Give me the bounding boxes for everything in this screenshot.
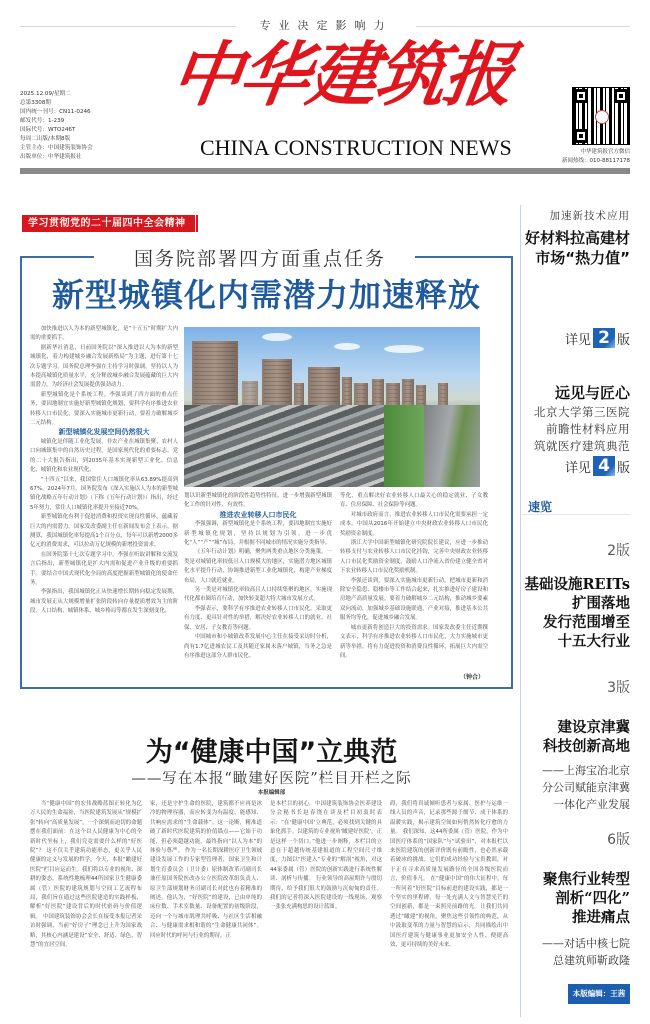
lead-kicker: 国务院部署四方面重点任务 <box>133 248 386 270</box>
meta-date: 2025.12.09/星期二 <box>20 91 71 97</box>
teaser2-title[interactable]: 远见与匠心 <box>554 384 630 402</box>
lead-column-3: 等化，重点解决好农业转移人口最关心的稳定就业、子女教育、住房保障、社会保险等问题。 对城市政府而言，推进农业转移人口市民化需要承担一定成本。中国从2016年开始建立中央财政农业转移人口市民化奖励资金制度。 浙江大学中国新型城镇化研究院院长建议，应进一步推动转移支付与农业转移人口市民化挂钩，完善中央财政农业转移人口市民化奖励资金制度，鼓励人口净流入省份建立健全省对下农业转移人口市民化奖励机制。 李强还谈到，要深入实施城市更新行动，把城市更新和消除安全隐患、稳楼市等工作结合起来，扎实推进好房子建设和房地产高质量发展。要着力破解城乡二元结构，推动城乡要素双向流动，加强城乡基础设施联通，产业对接，推进基本公共服务均等化，促进城乡融合发展。 城市更新将创造巨大的投资需求。国家发改委主任近期撰文表示，科学有序推进农业转移人口市民化，大力实施城市更新等举措，将有力促进投资和消费良性循环，拓展巨大内需空间。 <box>340 493 488 659</box>
quicklook-3-page: 6版 <box>607 832 630 848</box>
slogan: 专业决定影响力 <box>236 17 416 33</box>
lead-signoff: （钟合） <box>460 674 485 681</box>
meta-issue-number: 总第3308期 <box>20 100 52 106</box>
teaser1-see-page[interactable]: 详见 2 版 <box>564 328 630 348</box>
lead-photo-urban-skyline <box>184 327 480 487</box>
masthead-divider <box>20 168 630 174</box>
logo-calligraphy: 中华建筑报 <box>166 33 518 116</box>
page-number-badge: 2 <box>593 328 615 348</box>
issue-meta <box>20 90 93 162</box>
logo-english: CHINA CONSTRUCTION NEWS <box>200 135 512 160</box>
feature-column-1: 当“健康中国”的宏伟战略蓝图正转化为亿万人民的生命福祉，当医院建筑发展从“规模扩张”转向“高质量发展”，一个深刻而迫切的命题摆在我们面前：在这个以人民健康为中心的全新时代坐标上，我们究竟需要什么样的“好医院”？ 这不仅关乎建筑功能形态，更关乎人民健康的定义与发展的哲学。今天，本报“瞰建好医院”栏目应运而生。我们将以专业的视角、深耕的姿态，系统性地梳理44所国家卫生健康委属（管）医院的建筑规划与空间工艺流程布局，我们旨在通过这些医院建造的实践样板，解析“好医院”建设背后的时代密码与价值逻辑。 中国建筑装饰协会会长在接受本报记者采访时强调，当前“好房子”理念已上升为国家战略，其核心内涵是建设“安全、舒适、绿色、智慧”的宜居空间。 <box>30 801 142 949</box>
teaser2-see-page[interactable]: 详见 4 版 <box>564 456 630 476</box>
qr-caption: 中华建筑报官方微信 新闻热线：010-88117178 <box>545 148 630 166</box>
quicklook-3-deck: ——对话中核七院 总建筑师靳政隆 <box>542 937 630 967</box>
meta-publisher: 出版单位：中华建筑报社 <box>20 154 82 160</box>
page-editor-badge: 本版编辑：王茜 <box>568 984 630 1004</box>
quicklook-1-headline[interactable]: 基础设施REITs 扩围落地 发行范围增至 十五大行业 <box>524 576 630 650</box>
sidebar-divider <box>520 205 521 1017</box>
quicklook-1-page: 2版 <box>607 543 630 559</box>
teaser2-subtitle: 北京大学第三医院 前瞻性材料应用 筑就医疗建筑典范 <box>534 405 630 453</box>
feature-headline[interactable]: 为“健康中国”立典范 <box>145 737 398 768</box>
meta-postal-code: 邮发代号：1-239 <box>20 118 65 124</box>
qr-code-icon[interactable] <box>572 87 630 145</box>
feature-byline: 本报编辑部 <box>257 790 286 796</box>
news-hotline: 新闻热线：010-88117178 <box>562 158 630 164</box>
section-tag: 学习贯彻党的二十届四中全会精神 <box>22 215 195 232</box>
quicklook-2-deck: ——上海宝冶北京 分公司赋能京津冀 一体化产业发展 <box>542 764 630 811</box>
feature-deck: ——写在本报“瞰建好医院”栏目开栏之际 <box>131 771 412 787</box>
feature-column-4: 碍，我们将真诚倾听患者与家属、医护与运维一线人员的声音，记录那些源于细节、成于体系的温暖实践，揭示建筑空间如何悄然转化疗愈的力量。 我们深知，这44所委属（管）医院，作为中国医疗体系的“国家队”与“试验田”，对本报栏以来医院建筑的创新评价既有前瞻性，也必然承载着破冰的挑战。它们的成功经验与宝贵教训，对于正在寻求高质量发展路径的全国各级医院而言，价值非凡。 在“健康中国”的伟大征程中，每一所问着“好医院”目标前进的建设实践，都是一个坚实的里程碑。每一处充满人文与智慧光芒的空间创新，都是一束照亮前路的光。让我们共同透过“瞰建”的视角，聚焦这些引领性的典范，从中汲取变革的力量与智慧的启示，共同描绘出中国医疗建筑与健康事业更加安全人性、便捷高效、更可持续的美好未来。 <box>390 801 508 949</box>
feature-column-3: 是本栏目的初心。中国建筑装饰协会医养建设分会秘书长赵春饶在谈及栏目初衷时表示：“在‘健康中国’立典范，必须找到关键的具象化抓手。以建筑的专业视角‘瞰建好医院’，正是这样一个切口。”他进一步阐释，本栏目的立意在于超越传统基建报道的工程空间尺寸维度，力图以“医建入”专业的“解剖”视角，对这44家委属（管）医院的创新实践进行系统性解读、剖析与传播。 行业领导的高屋期许与殷切期待，给予我们很大的鼓励与沉甸甸的责任。我们的记者将深入医院建设的一线现场，观察一张张充满构思的设计蓝图。 <box>270 801 382 911</box>
quicklook-2-page: 3版 <box>607 680 630 696</box>
lead-column-1: 加快推进以人为本的新型城镇化，是“十五五”时期扩大内需的重要抓手。 据新华社消息，日前国务院以“深入推进以人为本的新型城镇化，着力构建城乡融合发展新格局”为主题，进行第十七次专题学习。国务院总理李强在主持学习时强调，坚持以人为本提高城镇化质量水平，充分释放城乡融合发展蕴藏的巨大内需潜力，为经济社会发展提供强劲动力。 新型城镇化是个系统工程。李强谈到了四方面的重点任务，要因地制宜实施好新型城镇化规划，要科学有序推进农业转移人口市民化，要深入实施城市更新行动，要着力破解城乡二元结构。 新型城镇化发展空间仍然很大 城镇化是伴随工业化发展，非农产业在城镇集聚、农村人口向城镇集中的自然历史过程，是国家现代化的重要标志。党的二十大报告指出，到2035年基本实现新型工业化、信息化、城镇化和农业现代化。 “十四五”以来，我国常住人口城镇化率从63.89%提高到67%。2024年7月，国务院发布《深入实施以人为本的新型城镇化战略五年行动计划》（下称《五年行动计划》）指出，经过5年努力，常住人口城镇化率提升至接近70%。 新型城镇化有利于促进消费和投资实现良性循环，蕴藏着巨大的内需潜力。国家发改委副主任在新闻发布会上表示，据测算，我国城镇化率每提高1个百分点，每年可以新增2000多亿元的消费需求，可以拉动万亿规模的新增投资需求。 在国务院第十七次专题学习中，李强在听取讲解和交流发言后指出，新型城镇化是扩大内需和促进产业升级的重要抓手。要结合中国式现代化全局的高度把握新型城镇化的使命任务。 李强指出，我国城镇化正从快速增长期转向稳定发展期，城市发展正从大规模增量扩张阶段转向存量提质增效为主的阶段，人口结构、城镇体系、城乡格局等都在发生深刻变化。 <box>30 326 178 615</box>
newspaper-logo[interactable] <box>166 32 518 117</box>
teaser1-kicker: 加速新技术应用 <box>549 210 630 222</box>
lead-column-2: 划以识新型城镇化的阶段性趋势性特征，进一步增强新型城镇化工作的针对性、有效性。 推进农业转移人口市民化 李强强调，新型城镇化是个系统工程，要因地制宜实施好新型城镇化规划，坚持以规划为引领，进一步优化“人”“产”“城”布局，并根据不同城市的情况实施分类指导。 《五年行动计划》明确，聚焦两类重点地区分类施策。一类是对城镇化率较低且人口规模大的地区，实施潜力地区城镇化水平提升行动，协调推进新型工业化城镇化，构建产业梯度布局，人口就近就业。 另一类是对城镇化率较高且人口持续集聚的地区，实施现代化都市圈培育行动，加快转变超大特大城市发展方式。 李强表示，要科学有序推进农业转移人口市民化，采取更有力度、更具针对性的举措，解决好农业转移人口的就业、社保、安居、子女教育等问题。 中国城市和小城镇改革发展中心主任在接受采访时分析，尚有1.7亿进城农民工及其随迁家属未落户城镇，当务之急是有序推进这部分人群市民化。 <box>184 493 332 659</box>
meta-sponsor: 主管主办：中国建筑装饰协会 <box>20 145 93 151</box>
lead-subhead-2: 推进农业转移人口市民化 <box>219 510 297 519</box>
quicklook-label: 速览 <box>528 500 553 514</box>
quicklook-3-headline[interactable]: 聚焦行业转型 剖析“四化” 推进痛点 <box>543 871 630 926</box>
meta-intl-code: 国际代号：WTO246T <box>20 127 76 133</box>
meta-schedule: 每周二出版/本期8版 <box>20 136 71 142</box>
lead-subhead-1: 新型城镇化发展空间仍然很大 <box>58 428 150 437</box>
quicklook-2-headline[interactable]: 建设京津冀 科技创新高地 <box>543 719 630 755</box>
teaser1-title[interactable]: 好材料拉高建材 市场“热力值” <box>524 229 630 267</box>
page-number-badge: 4 <box>593 456 615 476</box>
feature-column-2: 家，还是守护生命的医院，建筑都不应再是冰冷的物理容器，而应转变为有温度、能感知、共响应需求的“生命载体”。这一论断，精准道破了新时代医院建筑的价值锚点——它始于功能，但必须超越功能，最终指向“以人为本”的体验与尊严。 作为一名长期深耕医疗卫生领域建设发展工作的专家型管理者，国家卫生和计划生育委员会（卫计委）原体制改革司副司长兼任原国务院医改办公立医院改革组负责人、原卫生部规划财务司副司长对此也有着精准的阐述。他认为，“好医院”的建设，已由单纯的床位数、手术室数量、设备配置的初级阶段，迈向一个与城市肌理共呼吸、与社区生活相融合、与健康需求相和谐的“生命健康共同体”。 回应时代的呼问与行业的期待，正 <box>150 801 262 939</box>
meta-cn-number: 国内统一刊号：CN11-0246 <box>20 109 91 115</box>
lead-headline[interactable]: 新型城镇化内需潜力加速释放 <box>51 276 481 314</box>
